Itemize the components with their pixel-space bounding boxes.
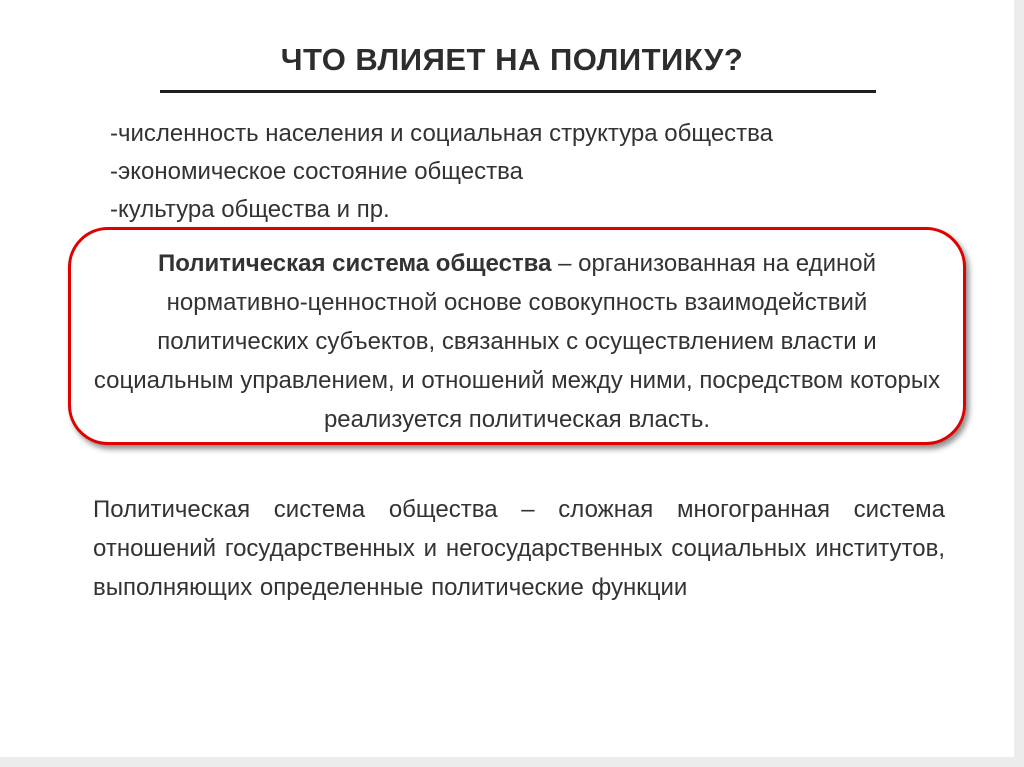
second-definition: Политическая система общества – сложная многогранная система отношений государственных и негосударственных социальных институтов, выполняющих определенные политические функции — [93, 496, 945, 601]
title-underline — [160, 90, 876, 93]
factor-item: -экономическое состояние общества — [110, 158, 523, 185]
definition-body: – организованная на единой нормативно-ценностной основе совокупность взаимодействий политических субъектов, связанных с осуществлением власти и социальным управлением, и отношений между ними, посредством которых реализуется политическая власть. — [93, 250, 941, 433]
slide-title: ЧТО ВЛИЯЕТ НА ПОЛИТИКУ? — [280, 42, 744, 77]
definition-text — [91, 244, 943, 439]
definition-box — [68, 227, 966, 445]
definition-term: Политическая система общества — [157, 250, 552, 277]
factor-item: -численность населения и социальная структура общества — [110, 120, 773, 147]
factor-item: -культура общества и пр. — [110, 196, 390, 223]
factors-list — [110, 115, 930, 229]
